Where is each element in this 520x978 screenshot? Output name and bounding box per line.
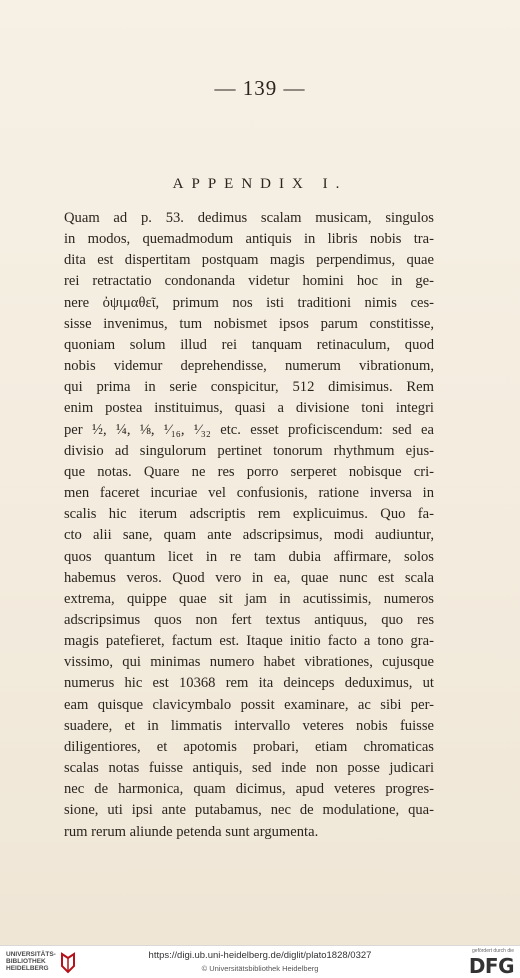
text-line: per ½, ¼, ⅛, ¹⁄₁₆, ¹⁄₃₂ etc. esset proficiscendum: sed ea: [64, 421, 434, 438]
dfg-logo[interactable]: [458, 948, 514, 976]
text-line: in modos, quemadmodum antiquis in libris nobis tra-: [64, 231, 434, 248]
page-number: — 139 —: [214, 76, 306, 100]
text-line: nobis videmur deprehendisse, numerum vibrationum,: [64, 358, 434, 375]
text-line: vissimo, qui minimas numero habet vibrationes, cujusque: [64, 654, 434, 671]
text-line: magis patefieret, factum est. Itaque initio facto a tono gra-: [64, 633, 434, 650]
text-line: sione, uti ipsi ante putabamus, nec de modulatione, qua-: [64, 802, 434, 819]
appendix-title: APPENDIX I.: [172, 176, 348, 192]
text-line: qui prima in serie conspicitur, 512 dimisimus. Rem: [64, 379, 434, 396]
text-line: scalis hic iterum adscriptis rem explicuimus. Quo fa-: [64, 506, 434, 523]
text-line: eam quisque clavicymbalo possit examinare, ac sibi per-: [64, 696, 434, 713]
dfg-funded-label: gefördert durch die: [472, 948, 514, 954]
text-line: sisse invenimus, tum nobismet ipsos parum constitisse,: [64, 315, 434, 332]
viewer-footer: [0, 945, 520, 978]
text-line: suadere, et in limmatis intervallo veteres nobis fuisse: [64, 717, 434, 734]
text-line: divisio ad singulorum pertinet tonorum rhythmum ejus-: [64, 442, 434, 459]
library-logo-line: BIBLIOTHEK: [6, 958, 46, 965]
library-logo-line: UNIVERSITÄTS-: [6, 951, 56, 958]
text-line: dita est dispertitam postquam magis perpendimus, quae: [64, 252, 434, 269]
text-line: numerus hic est 10368 rem ita deinceps deduximus, ut: [64, 675, 434, 692]
dfg-mark: DFG: [468, 954, 514, 978]
text-line: cto alii sane, quam ante adscripsimus, modi audiuntur,: [64, 527, 434, 544]
text-line: Quam ad p. 53. dedimus scalam musicam, singulos: [64, 210, 434, 226]
text-line: quoniam solum illud rei tanquam retinaculum, quod: [64, 336, 434, 353]
copyright-notice: © Universitätsbibliothek Heidelberg: [201, 964, 319, 973]
text-line: diligentiores, et apotomis probari, etiam chromaticas: [64, 738, 434, 755]
permalink-url[interactable]: https://digi.ub.uni-heidelberg.de/diglit/plato1828/0327: [148, 950, 372, 961]
text-line: nere ὀψιμαθεῖ, primum nos isti traditioni nimis ces-: [64, 294, 434, 311]
text-line: enim postea instituimus, quasi a divisione toni integri: [64, 400, 434, 417]
text-line: que notas. Quare ne res porro serperet nobisque cri-: [64, 463, 434, 480]
body-text: [64, 208, 434, 843]
text-line: quos quantum licet in re tam dubia affirmare, solos: [64, 548, 434, 565]
text-line: rei retractatio condonanda videtur homini hoc in ge-: [64, 273, 434, 290]
text-line: men faceret incuriae vel confusionis, ratione inversa in: [64, 485, 434, 502]
text-line: extrema, quippe quae sit jam in acutissimis, numeros: [64, 590, 434, 607]
text-line: rum rerum aliunde petenda sunt argumenta.: [64, 823, 319, 840]
text-line: adscripsimus quos non fert textus antiquus, quo res: [64, 611, 434, 628]
text-line: scalas notas fuisse antiquis, sed inde non posse judicari: [64, 760, 434, 777]
library-logo-line: HEIDELBERG: [6, 965, 49, 972]
text-line: nec de harmonica, quam dicimus, apud veteres progres-: [64, 781, 434, 798]
text-line: habemus veros. Quod vero in ea, quae nunc est scala: [64, 569, 434, 586]
